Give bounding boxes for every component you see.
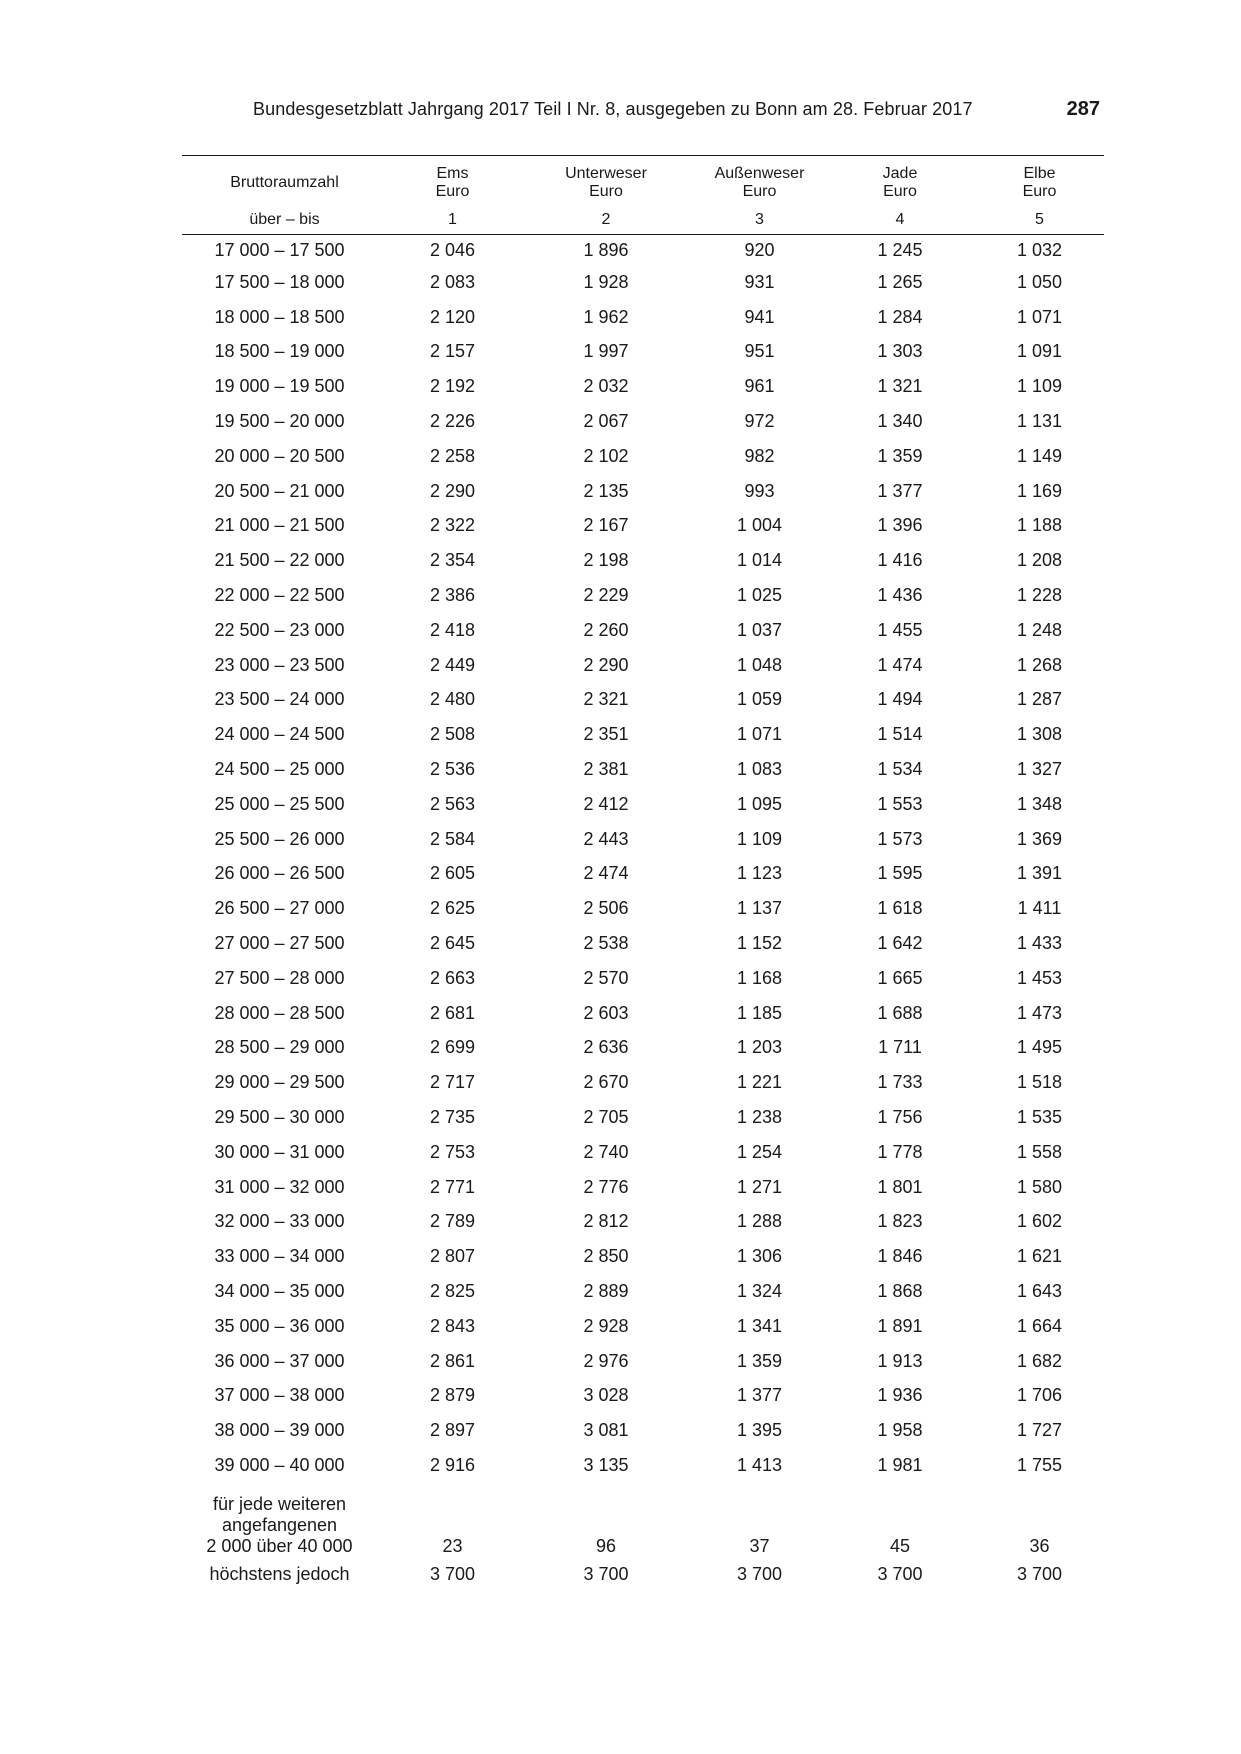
additional-increment-row xyxy=(182,1483,1104,1557)
row-value-cell: 1 535 xyxy=(1016,1107,1063,1128)
row-value-cell: 2 735 xyxy=(429,1107,476,1128)
table-row xyxy=(182,891,1104,926)
row-value-cell: 2 351 xyxy=(583,724,629,745)
row-range-cell: 25 500 – 26 000 xyxy=(214,828,345,849)
table-row xyxy=(182,578,1104,613)
row-value-cell: 1 369 xyxy=(1016,828,1063,849)
row-range-cell: 34 000 – 35 000 xyxy=(214,1281,345,1301)
row-value-cell: 1 665 xyxy=(877,967,923,988)
row-value-cell: 920 xyxy=(744,239,775,260)
row-value-cell: 1 109 xyxy=(736,828,783,849)
row-value-cell: 2 663 xyxy=(429,967,476,988)
column-header-ems: Ems Euro xyxy=(387,156,518,207)
table-row xyxy=(182,300,1104,335)
row-range-cell: 23 500 – 24 000 xyxy=(214,689,345,710)
row-value-cell: 2 879 xyxy=(429,1385,476,1406)
row-value-cell: 1 037 xyxy=(736,619,783,640)
row-range-cell: 18 000 – 18 500 xyxy=(214,306,345,327)
row-value-cell: 2 753 xyxy=(429,1141,476,1162)
row-range-cell: 18 500 – 19 000 xyxy=(214,341,345,362)
table-row xyxy=(182,474,1104,509)
table-row xyxy=(182,265,1104,300)
row-range-cell: 32 000 – 33 000 xyxy=(214,1211,345,1232)
row-range-cell: 33 000 – 34 000 xyxy=(214,1246,345,1267)
row-value-cell: 1 928 xyxy=(583,271,629,292)
row-value-cell: 1 341 xyxy=(736,1315,783,1336)
table-row xyxy=(182,509,1104,544)
table-row xyxy=(182,1031,1104,1066)
row-value-cell: 1 271 xyxy=(736,1176,783,1197)
maximum-value: 3 700 xyxy=(429,1564,476,1585)
row-value-cell: 1 868 xyxy=(877,1281,923,1301)
row-value-cell: 1 185 xyxy=(736,1002,783,1023)
row-value-cell: 1 896 xyxy=(583,239,629,260)
row-value-cell: 1 284 xyxy=(877,306,923,327)
row-value-cell: 2 192 xyxy=(429,376,476,397)
row-value-cell: 1 059 xyxy=(736,689,783,710)
row-value-cell: 1 396 xyxy=(877,515,923,536)
row-range-cell: 24 000 – 24 500 xyxy=(214,724,345,745)
row-range-cell: 20 500 – 21 000 xyxy=(214,480,345,501)
row-value-cell: 1 642 xyxy=(877,933,923,954)
row-range-cell: 30 000 – 31 000 xyxy=(214,1141,345,1162)
table-row xyxy=(182,1100,1104,1135)
row-range-cell: 24 500 – 25 000 xyxy=(214,759,345,780)
column-number: 3 xyxy=(694,206,825,235)
row-value-cell: 1 621 xyxy=(1016,1246,1063,1267)
row-range-cell: 19 000 – 19 500 xyxy=(214,376,345,397)
row-range-cell: 21 500 – 22 000 xyxy=(214,550,345,571)
row-value-cell: 2 717 xyxy=(429,1072,476,1093)
table-row xyxy=(182,996,1104,1031)
row-value-cell: 1 188 xyxy=(1016,515,1063,536)
column-number: 4 xyxy=(825,206,975,235)
row-value-cell: 1 433 xyxy=(1016,933,1063,954)
row-value-cell: 1 411 xyxy=(1017,898,1062,919)
row-value-cell: 2 776 xyxy=(583,1176,629,1197)
additional-increment-value: 23 xyxy=(442,1535,463,1556)
row-value-cell: 2 699 xyxy=(429,1037,476,1058)
column-number: 2 xyxy=(518,206,694,235)
row-value-cell: 2 889 xyxy=(583,1281,629,1301)
label-line: 2 000 über 40 000 xyxy=(206,1535,353,1556)
row-range-cell: 22 500 – 23 000 xyxy=(214,619,345,640)
row-value-cell: 2 928 xyxy=(583,1315,629,1336)
additional-increment-value: 45 xyxy=(889,1535,911,1556)
row-value-cell: 1 014 xyxy=(736,550,783,571)
row-value-cell: 2 412 xyxy=(583,793,629,814)
row-value-cell: 1 308 xyxy=(1016,724,1063,745)
row-value-cell: 1 936 xyxy=(877,1385,923,1406)
table-row xyxy=(182,543,1104,578)
row-value-cell: 1 756 xyxy=(877,1107,923,1128)
row-value-cell: 1 248 xyxy=(1016,619,1063,640)
row-value-cell: 2 198 xyxy=(583,550,629,571)
row-value-cell: 1 359 xyxy=(736,1350,783,1371)
row-value-cell: 1 573 xyxy=(877,828,923,849)
page-number: 287 xyxy=(1066,98,1100,120)
row-value-cell: 2 570 xyxy=(583,967,629,988)
table-row xyxy=(182,648,1104,683)
row-range-cell: 23 000 – 23 500 xyxy=(214,654,345,675)
additional-increment-value: 37 xyxy=(749,1535,770,1556)
row-value-cell: 2 321 xyxy=(583,689,629,710)
row-value-cell: 1 168 xyxy=(736,967,783,988)
table-row xyxy=(182,1274,1104,1309)
row-value-cell: 2 563 xyxy=(429,793,476,814)
row-value-cell: 1 071 xyxy=(736,724,783,745)
table-row xyxy=(182,1205,1104,1240)
column-header-jade: Jade Euro xyxy=(825,156,975,207)
table-row xyxy=(182,717,1104,752)
fee-table-container xyxy=(182,155,1104,1593)
row-value-cell: 1 348 xyxy=(1016,793,1063,814)
row-value-cell: 951 xyxy=(744,341,775,362)
row-value-cell: 961 xyxy=(744,376,775,397)
row-value-cell: 2 443 xyxy=(583,828,629,849)
row-range-cell: 27 000 – 27 500 xyxy=(214,933,345,954)
table-row xyxy=(182,926,1104,961)
row-value-cell: 2 843 xyxy=(429,1315,476,1336)
column-number: 1 xyxy=(387,206,518,235)
maximum-value: 3 700 xyxy=(583,1564,629,1585)
row-value-cell: 2 135 xyxy=(583,480,629,501)
additional-increment-value: 36 xyxy=(1029,1535,1050,1556)
row-value-cell: 2 067 xyxy=(583,411,629,432)
row-value-cell: 1 071 xyxy=(1016,306,1063,327)
row-value-cell: 1 340 xyxy=(877,411,923,432)
column-header-bruttoraumzahl: Bruttoraumzahl xyxy=(182,156,387,207)
row-range-cell: 35 000 – 36 000 xyxy=(214,1315,345,1336)
additional-increment-value: 96 xyxy=(595,1535,617,1556)
row-value-cell: 1 048 xyxy=(736,654,783,675)
table-row xyxy=(182,613,1104,648)
row-value-cell: 1 518 xyxy=(1016,1072,1063,1093)
row-value-cell: 1 288 xyxy=(736,1211,783,1232)
row-value-cell: 1 025 xyxy=(736,585,783,606)
row-value-cell: 1 091 xyxy=(1016,341,1063,362)
row-value-cell: 1 228 xyxy=(1016,585,1063,606)
table-row xyxy=(182,335,1104,370)
row-value-cell: 1 664 xyxy=(1016,1315,1063,1336)
maximum-value: 3 700 xyxy=(1016,1564,1063,1585)
table-row xyxy=(182,1135,1104,1170)
row-value-cell: 2 916 xyxy=(429,1454,476,1475)
row-value-cell: 2 789 xyxy=(429,1211,476,1232)
row-value-cell: 1 377 xyxy=(736,1385,783,1406)
row-value-cell: 1 436 xyxy=(877,585,923,606)
gazette-title: Bundesgesetzblatt Jahrgang 2017 Teil I Nr. 8, ausgegeben zu Bonn am 28. Februar 2017 xyxy=(253,99,973,119)
row-value-cell: 2 260 xyxy=(583,619,629,640)
row-value-cell: 2 850 xyxy=(583,1246,629,1267)
row-value-cell: 2 705 xyxy=(583,1107,629,1128)
row-value-cell: 1 324 xyxy=(736,1281,783,1301)
row-value-cell: 2 418 xyxy=(429,619,476,640)
row-value-cell: 1 595 xyxy=(877,863,923,884)
row-value-cell: 2 386 xyxy=(429,585,476,606)
row-value-cell: 1 755 xyxy=(1016,1454,1063,1475)
row-value-cell: 2 120 xyxy=(429,306,476,327)
table-row xyxy=(182,369,1104,404)
row-range-cell: 22 000 – 22 500 xyxy=(214,585,345,606)
row-value-cell: 1 203 xyxy=(736,1037,783,1058)
row-value-cell: 1 391 xyxy=(1016,863,1063,884)
row-value-cell: 2 083 xyxy=(429,271,476,292)
table-row xyxy=(182,1344,1104,1379)
row-value-cell: 1 245 xyxy=(877,239,923,260)
table-row xyxy=(182,961,1104,996)
row-value-cell: 2 536 xyxy=(429,759,476,780)
table-row xyxy=(182,1379,1104,1414)
row-value-cell: 1 413 xyxy=(736,1454,783,1475)
table-body xyxy=(182,235,1104,1593)
label-line: angefangenen xyxy=(221,1514,338,1535)
row-value-cell: 1 221 xyxy=(736,1072,783,1093)
row-value-cell: 1 727 xyxy=(1016,1420,1063,1441)
row-value-cell: 1 123 xyxy=(736,863,783,884)
table-header xyxy=(182,156,1104,235)
row-range-cell: 38 000 – 39 000 xyxy=(214,1420,345,1441)
row-value-cell: 2 474 xyxy=(583,863,629,884)
row-value-cell: 2 290 xyxy=(583,654,629,675)
row-value-cell: 1 688 xyxy=(877,1002,923,1023)
table-row xyxy=(182,1065,1104,1100)
row-value-cell: 1 306 xyxy=(736,1246,783,1267)
row-value-cell: 1 778 xyxy=(877,1141,923,1162)
row-range-cell: 36 000 – 37 000 xyxy=(214,1350,345,1371)
table-row xyxy=(182,752,1104,787)
row-range-cell: 28 500 – 29 000 xyxy=(214,1037,345,1058)
row-value-cell: 2 740 xyxy=(583,1141,629,1162)
row-value-cell: 1 109 xyxy=(1016,376,1063,397)
row-value-cell: 1 891 xyxy=(877,1315,923,1336)
row-value-cell: 2 605 xyxy=(429,863,476,884)
row-value-cell: 1 152 xyxy=(736,933,783,954)
row-value-cell: 1 643 xyxy=(1016,1281,1063,1301)
row-range-cell: 19 500 – 20 000 xyxy=(214,411,345,432)
row-value-cell: 1 846 xyxy=(877,1246,923,1267)
row-value-cell: 1 534 xyxy=(877,759,923,780)
row-value-cell: 1 268 xyxy=(1016,654,1063,675)
table-row xyxy=(182,1309,1104,1344)
column-sub-range: über – bis xyxy=(182,206,387,235)
row-value-cell: 1 733 xyxy=(877,1072,923,1093)
row-value-cell: 1 514 xyxy=(877,724,923,745)
row-value-cell: 1 618 xyxy=(877,898,923,919)
row-value-cell: 2 046 xyxy=(429,239,476,260)
row-value-cell: 2 670 xyxy=(583,1072,629,1093)
row-range-cell: 25 000 – 25 500 xyxy=(214,793,345,814)
row-value-cell: 1 474 xyxy=(877,654,923,675)
row-range-cell: 26 500 – 27 000 xyxy=(214,898,345,919)
table-row xyxy=(182,439,1104,474)
row-value-cell: 2 825 xyxy=(429,1281,476,1301)
row-value-cell: 1 801 xyxy=(877,1176,923,1197)
row-range-cell: 28 000 – 28 500 xyxy=(214,1002,345,1023)
table-row xyxy=(182,822,1104,857)
row-value-cell: 2 032 xyxy=(583,376,629,397)
row-value-cell: 1 287 xyxy=(1016,689,1063,710)
row-range-cell: 31 000 – 32 000 xyxy=(214,1176,345,1197)
row-range-cell: 29 000 – 29 500 xyxy=(214,1072,345,1093)
row-value-cell: 1 265 xyxy=(877,271,923,292)
row-value-cell: 3 028 xyxy=(583,1385,629,1406)
row-value-cell: 993 xyxy=(744,480,775,501)
row-value-cell: 3 135 xyxy=(583,1454,629,1475)
row-value-cell: 1 913 xyxy=(877,1350,923,1371)
label-line: für jede weiteren xyxy=(212,1493,347,1514)
row-value-cell: 1 095 xyxy=(736,793,783,814)
row-value-cell: 2 645 xyxy=(429,933,476,954)
row-range-cell: 29 500 – 30 000 xyxy=(214,1107,345,1128)
row-value-cell: 1 495 xyxy=(1016,1037,1063,1058)
table-row xyxy=(182,1448,1104,1483)
row-value-cell: 1 238 xyxy=(736,1107,783,1128)
row-range-cell: 37 000 – 38 000 xyxy=(214,1385,345,1406)
row-range-cell: 21 000 – 21 500 xyxy=(214,515,345,536)
row-value-cell: 1 395 xyxy=(736,1420,783,1441)
row-value-cell: 1 553 xyxy=(877,793,923,814)
row-value-cell: 1 377 xyxy=(877,480,923,501)
row-range-cell: 17 500 – 18 000 xyxy=(214,271,345,292)
header-row-names xyxy=(182,156,1104,207)
row-value-cell: 1 416 xyxy=(877,550,923,571)
row-value-cell: 2 812 xyxy=(583,1211,629,1232)
row-value-cell: 2 322 xyxy=(429,515,476,536)
column-header-unterweser: Unterweser Euro xyxy=(518,156,694,207)
row-range-cell: 20 000 – 20 500 xyxy=(214,445,345,466)
row-range-cell: 27 500 – 28 000 xyxy=(214,967,345,988)
row-value-cell: 1 958 xyxy=(877,1420,923,1441)
header-row-subtitles xyxy=(182,206,1104,235)
row-value-cell: 2 167 xyxy=(583,515,629,536)
table-row xyxy=(182,787,1104,822)
row-value-cell: 2 480 xyxy=(429,689,476,710)
row-value-cell: 2 508 xyxy=(429,724,476,745)
fee-table xyxy=(182,155,1104,1593)
row-range-cell: 39 000 – 40 000 xyxy=(214,1454,345,1475)
row-value-cell: 972 xyxy=(744,411,775,432)
table-row xyxy=(182,235,1104,266)
row-value-cell: 2 226 xyxy=(429,411,476,432)
row-value-cell: 3 081 xyxy=(583,1420,629,1441)
row-value-cell: 2 807 xyxy=(429,1246,476,1267)
row-range-cell: 26 000 – 26 500 xyxy=(214,863,345,884)
row-value-cell: 1 602 xyxy=(1016,1211,1063,1232)
row-value-cell: 2 381 xyxy=(583,759,629,780)
row-value-cell: 2 229 xyxy=(583,585,629,606)
row-value-cell: 1 254 xyxy=(736,1141,783,1162)
row-value-cell: 1 131 xyxy=(1016,411,1063,432)
row-value-cell: 2 290 xyxy=(429,480,476,501)
row-value-cell: 941 xyxy=(744,306,775,327)
row-value-cell: 1 321 xyxy=(877,376,923,397)
row-value-cell: 1 359 xyxy=(877,445,923,466)
row-value-cell: 1 453 xyxy=(1016,967,1063,988)
table-row xyxy=(182,1413,1104,1448)
row-value-cell: 2 976 xyxy=(583,1350,629,1371)
table-row xyxy=(182,404,1104,439)
additional-increment-label xyxy=(182,1483,387,1557)
row-value-cell: 1 004 xyxy=(736,515,783,536)
row-value-cell: 1 050 xyxy=(1016,271,1063,292)
table-row xyxy=(182,1239,1104,1274)
row-value-cell: 931 xyxy=(744,271,775,292)
row-value-cell: 1 137 xyxy=(736,898,783,919)
row-value-cell: 1 473 xyxy=(1016,1002,1063,1023)
row-value-cell: 2 102 xyxy=(583,445,629,466)
maximum-row xyxy=(182,1557,1104,1593)
row-value-cell: 1 149 xyxy=(1016,445,1063,466)
row-value-cell: 1 580 xyxy=(1016,1176,1063,1197)
row-value-cell: 2 584 xyxy=(429,828,476,849)
column-header-elbe: Elbe Euro xyxy=(975,156,1104,207)
row-value-cell: 1 208 xyxy=(1016,550,1063,571)
row-value-cell: 1 303 xyxy=(877,341,923,362)
row-value-cell: 2 258 xyxy=(429,445,476,466)
row-value-cell: 1 706 xyxy=(1016,1385,1063,1406)
row-range-cell: 17 000 – 17 500 xyxy=(214,239,345,260)
row-value-cell: 1 997 xyxy=(583,341,629,362)
table-row xyxy=(182,683,1104,718)
row-value-cell: 982 xyxy=(744,445,775,466)
row-value-cell: 1 682 xyxy=(1016,1350,1063,1371)
row-value-cell: 1 169 xyxy=(1016,480,1063,501)
table-row xyxy=(182,1170,1104,1205)
row-value-cell: 1 962 xyxy=(583,306,629,327)
row-value-cell: 1 494 xyxy=(877,689,923,710)
maximum-label: höchstens jedoch xyxy=(209,1564,350,1585)
row-value-cell: 2 603 xyxy=(583,1002,629,1023)
row-value-cell: 2 506 xyxy=(583,898,629,919)
row-value-cell: 1 711 xyxy=(878,1037,922,1058)
maximum-value: 3 700 xyxy=(877,1564,923,1585)
row-value-cell: 2 354 xyxy=(429,550,476,571)
column-header-aussenweser: Außenweser Euro xyxy=(694,156,825,207)
row-value-cell: 1 823 xyxy=(877,1211,923,1232)
row-value-cell: 2 771 xyxy=(429,1176,476,1197)
row-value-cell: 2 897 xyxy=(429,1420,476,1441)
row-value-cell: 2 636 xyxy=(583,1037,629,1058)
row-value-cell: 1 327 xyxy=(1016,759,1063,780)
table-row xyxy=(182,857,1104,892)
row-value-cell: 2 625 xyxy=(429,898,476,919)
row-value-cell: 2 681 xyxy=(429,1002,476,1023)
row-value-cell: 2 861 xyxy=(429,1350,476,1371)
row-value-cell: 2 157 xyxy=(429,341,476,362)
row-value-cell: 1 455 xyxy=(877,619,923,640)
row-value-cell: 2 449 xyxy=(429,654,476,675)
maximum-value: 3 700 xyxy=(736,1564,783,1585)
row-value-cell: 1 558 xyxy=(1016,1141,1063,1162)
row-value-cell: 2 538 xyxy=(583,933,629,954)
row-value-cell: 1 032 xyxy=(1016,239,1063,260)
row-value-cell: 1 083 xyxy=(736,759,783,780)
column-number: 5 xyxy=(975,206,1104,235)
row-value-cell: 1 981 xyxy=(877,1454,923,1475)
